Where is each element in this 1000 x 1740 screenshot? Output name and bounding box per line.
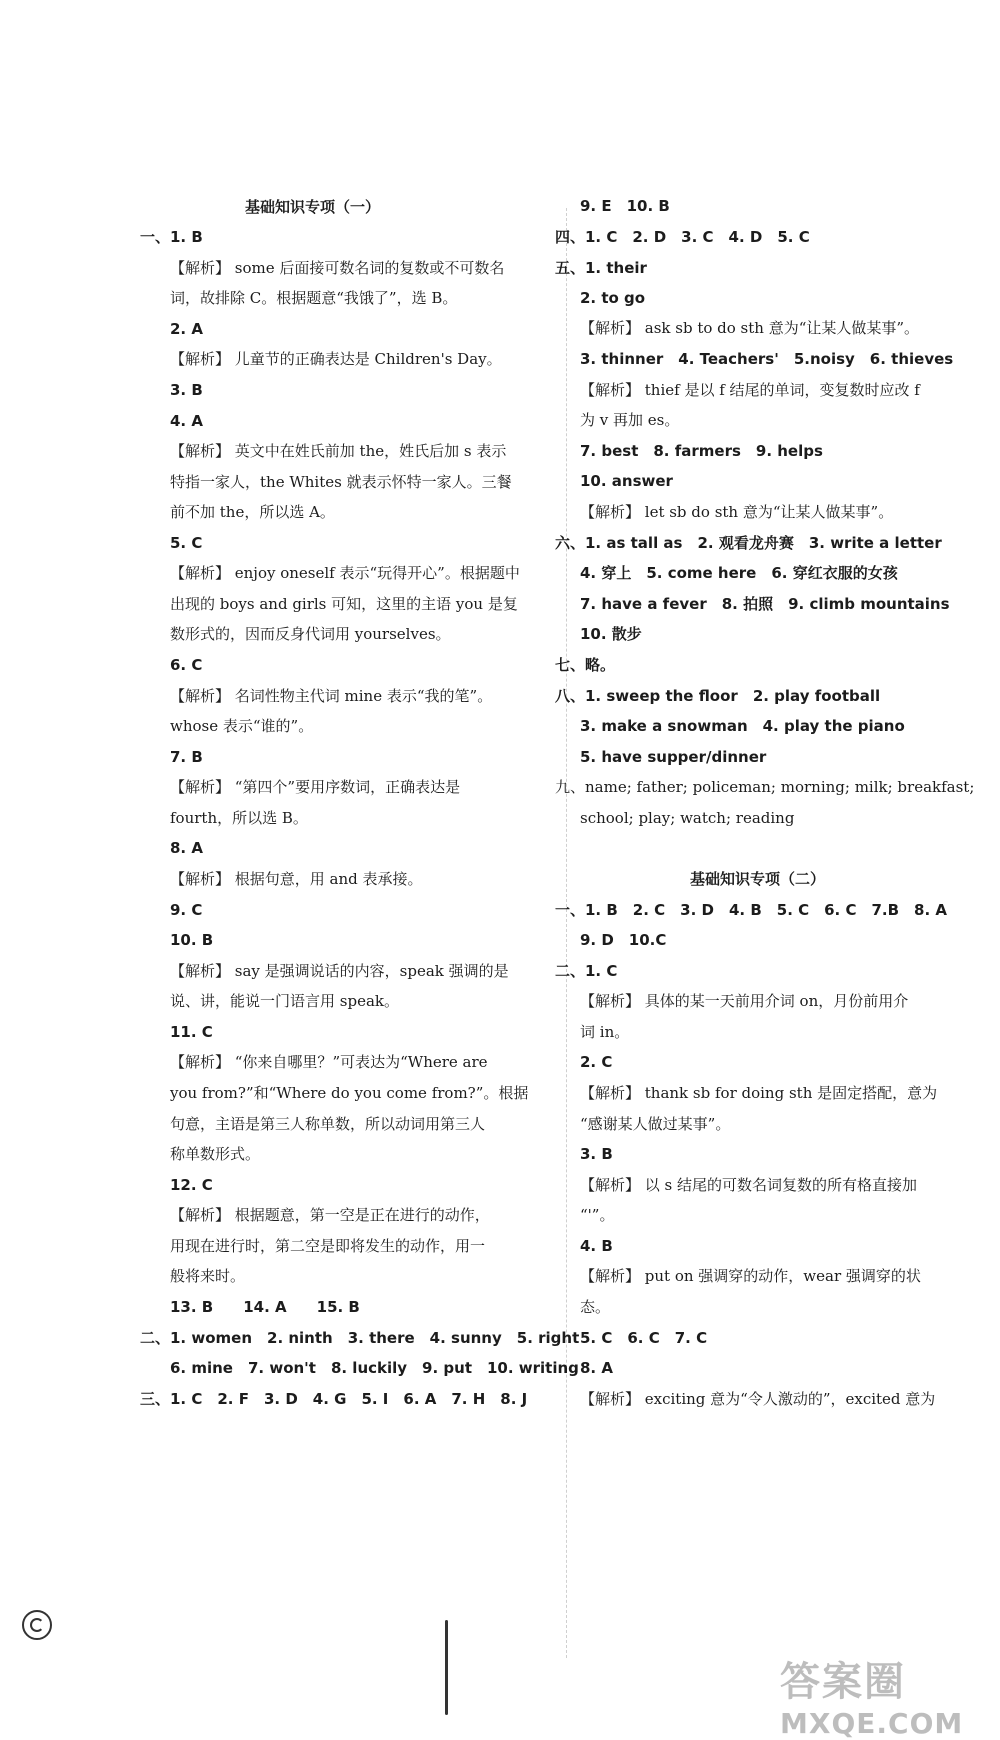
watermark [780,1650,980,1740]
explanation-line: 称单数形式。 [170,1145,261,1163]
answer-line: 七、略。 [555,656,616,674]
answer-line: 一、1. B [140,228,203,246]
answer-line: 二、1. women 2. ninth 3. there 4. sunny 5. right [140,1329,580,1347]
answer-line: 2. A [170,320,203,338]
section-title-1: 基础知识专项（一） [245,198,381,216]
answer-line: 2. C [580,1053,613,1071]
answer-line: 10. 散步 [580,625,642,643]
answer-line: 5. have supper/dinner [580,748,767,766]
column-divider [566,208,568,1658]
answer-line: 9. D 10.C [580,931,667,949]
explanation-line: fourth，所以选 B。 [170,809,308,827]
explanation-line: 般将来时。 [170,1267,246,1285]
answer-line: 4. B [580,1237,613,1255]
answer-line: 2. to go [580,289,646,307]
answer-line: 四、1. C 2. D 3. C 4. D 5. C [555,228,810,246]
answer-line: 6. C [170,656,203,674]
answer-line: 8. A [170,839,203,857]
explanation-line: 词，故排除 C。根据题意“我饿了”，选 B。 [170,289,458,307]
answer-line: 11. C [170,1023,213,1041]
answer-line: 3. B [170,381,203,399]
answer-line: 9. C [170,901,203,919]
explanation-line: 出现的 boys and girls 可知，这里的主语 you 是复 [170,595,518,613]
explanation-line: “'”。 [580,1206,615,1224]
explanation-line: 数形式的，因而反身代词用 yourselves。 [170,625,451,643]
explanation-line: 【解析】 say 是强调说话的内容，speak 强调的是 [170,962,509,980]
answer-line: 7. B [170,748,203,766]
answer-line: 3. make a snowman 4. play the piano [580,717,905,735]
answer-line: 7. have a fever 8. 拍照 9. climb mountains [580,595,950,613]
explanation-line: whose 表示“谁的”。 [170,717,314,735]
answer-line: 8. A [580,1359,613,1377]
answer-line: 5. C [170,534,203,552]
explanation-line: 【解析】 英文中在姓氏前加 the，姓氏后加 s 表示 [170,442,507,460]
explanation-line: 态。 [580,1298,611,1316]
explanation-line: 句意，主语是第三人称单数，所以动词用第三人 [170,1115,486,1133]
explanation-line: 说、讲，能说一门语言用 speak。 [170,992,399,1010]
answer-line: 9. E 10. B [580,197,670,215]
answer-line: 二、1. C [555,962,618,980]
answer-line: school; play; watch; reading [580,809,795,827]
answer-line: 六、1. as tall as 2. 观看龙舟赛 3. write a letter [555,534,942,552]
answer-line: 7. best 8. farmers 9. helps [580,442,823,460]
answer-line: 一、1. B 2. C 3. D 4. B 5. C 6. C 7.B 8. A [555,901,948,919]
explanation-line: 【解析】 ask sb to do sth 意为“让某人做某事”。 [580,319,920,337]
explanation-line: 【解析】 thank sb for doing sth 是固定搭配，意为 [580,1084,938,1102]
explanation-line: 【解析】 “第四个”要用序数词，正确表达是 [170,778,461,796]
explanation-line: 为 v 再加 es。 [580,411,680,429]
explanation-line: “感谢某人做过某事”。 [580,1115,731,1133]
explanation-line: you from?”和“Where do you come from?”。根据 [170,1084,529,1102]
explanation-line: 特指一家人，the Whites 就表示怀特一家人。三餐 [170,473,512,491]
publisher-logo-icon [22,1610,52,1640]
explanation-line: 用现在进行时，第二空是即将发生的动作，用一 [170,1237,486,1255]
explanation-line: 【解析】 根据句意，用 and 表承接。 [170,870,423,888]
answer-line: 6. mine 7. won't 8. luckily 9. put 10. writing [170,1359,579,1377]
answer-line: 三、1. C 2. F 3. D 4. G 5. I 6. A 7. H 8. J [140,1390,528,1408]
answer-line: 4. A [170,412,203,430]
explanation-line: 【解析】 enjoy oneself 表示“玩得开心”。根据题中 [170,564,520,582]
explanation-line: 【解析】 “你来自哪里？”可表达为“Where are [170,1053,488,1071]
watermark-top: 答案圈 [780,1659,906,1705]
answer-line: 10. answer [580,472,673,490]
watermark-bottom: MXQE.COM [780,1707,964,1740]
answer-line: 八、1. sweep the floor 2. play football [555,687,881,705]
explanation-line: 【解析】 thief 是以 f 结尾的单词，变复数时应改 f [580,381,920,399]
explanation-line: 【解析】 let sb do sth 意为“让某人做某事”。 [580,503,894,521]
answer-line: 5. C 6. C 7. C [580,1329,708,1347]
handwritten-stroke [445,1620,448,1715]
explanation-line: 【解析】 exciting 意为“令人激动的”，excited 意为 [580,1390,936,1408]
explanation-line: 【解析】 put on 强调穿的动作，wear 强调穿的状 [580,1267,921,1285]
answer-line: 13. B 14. A 15. B [170,1298,360,1316]
explanation-line: 【解析】 some 后面接可数名词的复数或不可数名 [170,259,505,277]
explanation-line: 【解析】 根据题意，第一空是正在进行的动作， [170,1206,490,1224]
answer-line: 4. 穿上 5. come here 6. 穿红衣服的女孩 [580,564,898,582]
answer-line: 3. thinner 4. Teachers' 5.noisy 6. thieves [580,350,954,368]
explanation-line: 词 in。 [580,1023,630,1041]
answer-line: 3. B [580,1145,613,1163]
explanation-line: 前不加 the，所以选 A。 [170,503,335,521]
answer-line: 10. B [170,931,214,949]
explanation-line: 【解析】 具体的某一天前用介词 on，月份前用介 [580,992,909,1010]
answer-line: 五、1. their [555,259,647,277]
answer-line: 九、name; father; policeman; morning; milk; breakfast; [555,778,975,796]
explanation-line: 【解析】 儿童节的正确表达是 Children's Day。 [170,350,502,368]
answer-line: 12. C [170,1176,213,1194]
section-title-2: 基础知识专项（二） [690,870,826,888]
explanation-line: 【解析】 以 s 结尾的可数名词复数的所有格直接加 [580,1176,918,1194]
explanation-line: 【解析】 名词性物主代词 mine 表示“我的笔”。 [170,687,493,705]
